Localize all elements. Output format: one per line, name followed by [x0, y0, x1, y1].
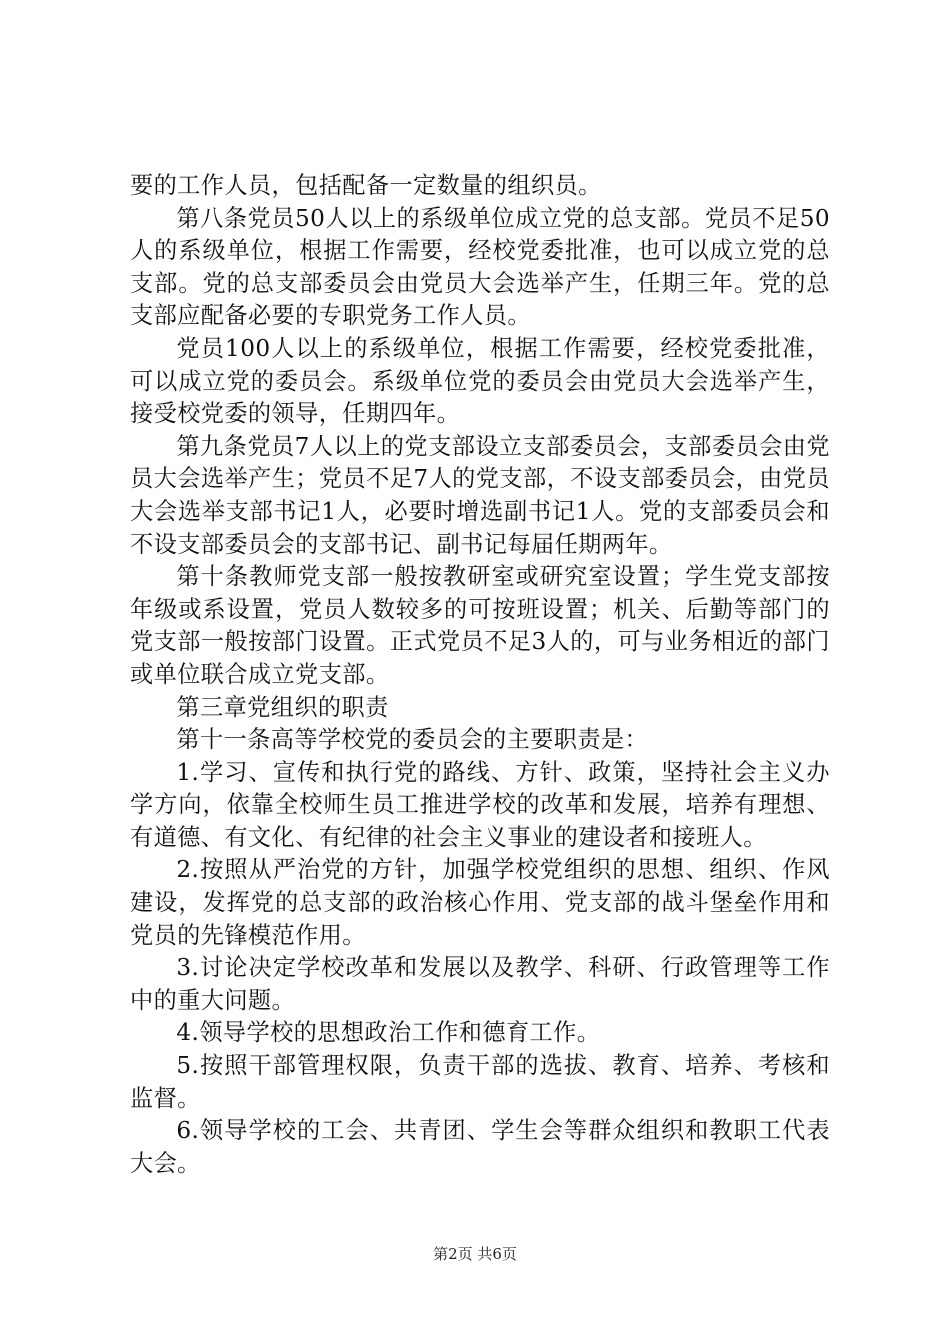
list-item-3: 3.讨论决定学校改革和发展以及教学、科研、行政管理等工作中的重大问题。 — [130, 954, 830, 1014]
page-number-footer: 第2页 共6页 — [433, 1245, 517, 1263]
paragraph-article-8: 第八条党员50人以上的系级单位成立党的总支部。党员不足50人的系级单位，根据工作需要，经校党委批准，也可以成立党的总支部。党的总支部委员会由党员大会选举产生，任期三年。党的总支部应配备必要的专职党务工作人员。 — [130, 204, 830, 330]
list-item-4: 4.领导学校的思想政治工作和德育工作。 — [176, 1019, 601, 1047]
paragraph-article-11: 第十一条高等学校党的委员会的主要职责是： — [176, 726, 649, 754]
list-item-6: 6.领导学校的工会、共青团、学生会等群众组织和教职工代表大会。 — [130, 1117, 830, 1177]
paragraph-continuation: 要的工作人员，包括配备一定数量的组织员。 — [130, 172, 602, 199]
list-item-2: 2.按照从严治党的方针，加强学校党组织的思想、组织、作风建设，发挥党的总支部的政治核心作用、党支部的战斗堡垒作用和党员的先锋模范作用。 — [130, 856, 830, 949]
chapter-heading-3: 第三章党组织的职责 — [176, 693, 389, 721]
paragraph-article-10: 第十条教师党支部一般按教研室或研究室设置；学生党支部按年级或系设置，党员人数较多的可按班设置；机关、后勤等部门的党支部一般按部门设置。正式党员不足3人的，可与业务相近的部门或单位联合成立党支部。 — [130, 563, 830, 688]
list-item-5: 5.按照干部管理权限，负责干部的选拔、教育、培养、考核和监督。 — [130, 1052, 830, 1112]
paragraph-article-8-committee: 党员100人以上的系级单位，根据工作需要，经校党委批准，可以成立党的委员会。系级单位党的委员会由党员大会选举产生，接受校党委的领导，任期四年。 — [130, 334, 830, 428]
paragraph-article-9: 第九条党员7人以上的党支部设立支部委员会，支部委员会由党员大会选举产生；党员不足7人的党支部，不设支部委员会，由党员大会选举支部书记1人，必要时增选副书记1人。党的支部委员会和不设支部委员会的支部书记、副书记每届任期两年。 — [130, 432, 830, 558]
document-body — [130, 170, 830, 1180]
list-item-1: 1.学习、宣传和执行党的路线、方针、政策，坚持社会主义办学方向，依靠全校师生员工推进学校的改革和发展，培养有理想、有道德、有文化、有纪律的社会主义事业的建设者和接班人。 — [130, 758, 830, 851]
